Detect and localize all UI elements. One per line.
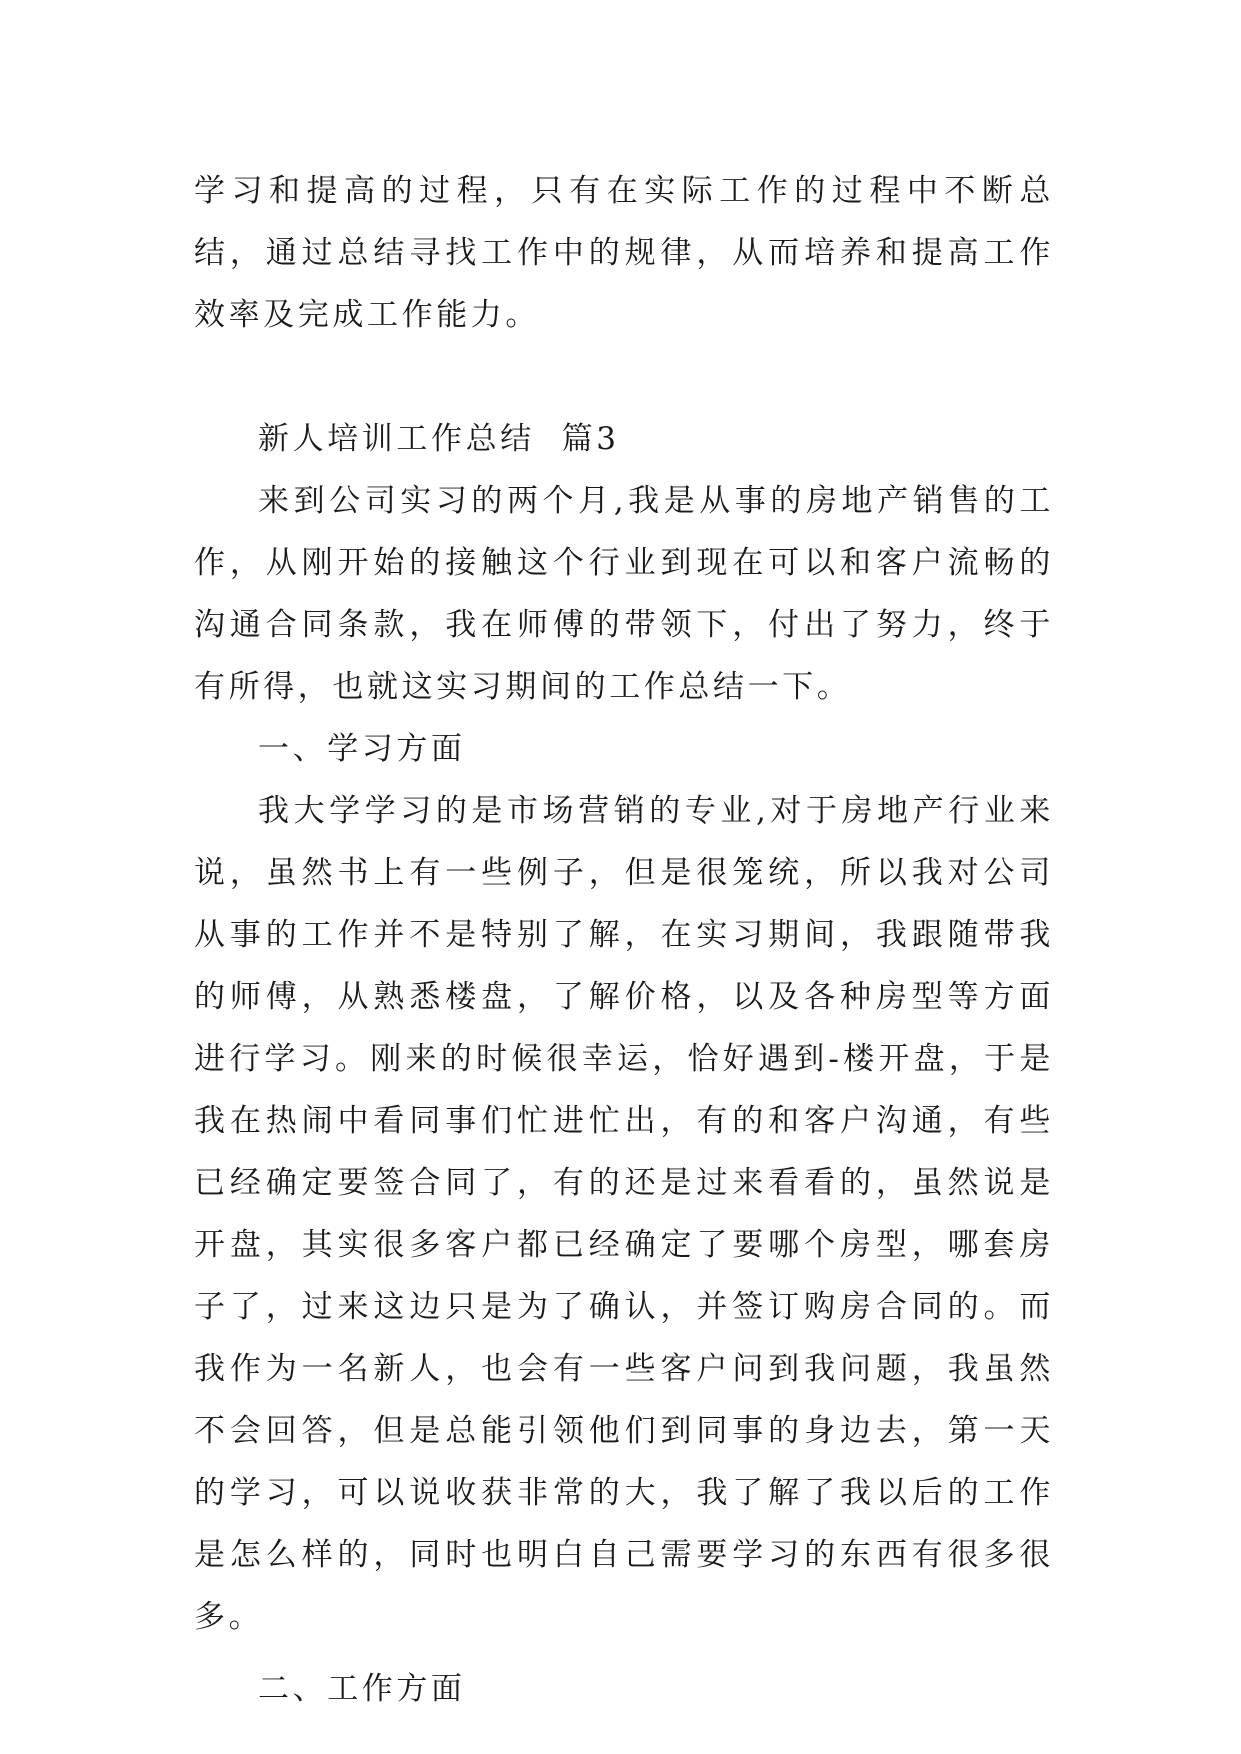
paragraph-2: 我大学学习的是市场营销的专业,对于房地产行业来说，虽然书上有一些例子，但是很笼统，所以我对公司从事的工作并不是特别了解，在实习期间，我跟随带我的师傅，从熟悉楼盘，了解价格，以及各种房型等方面进行学习。刚来的时候很幸运，恰好遇到-楼开盘，于是我在热闹中看同事们忙进忙出，有的和客户沟通，有些已经确定要签合同了，有的还是过来看看的，虽然说是开盘，其实很多客户都已经确定了要哪个房型，哪套房子了，过来这边只是为了确认，并签订购房合同的。而我作为一名新人，也会有一些客户问到我问题，我虽然不会回答，但是总能引领他们到同事的身边去，第一天的学习，可以说收获非常的大，我了解了我以后的工作是怎么样的，同时也明白自己需要学习的东西有很多很多。 bbox=[194, 793, 1054, 1635]
paragraph-gap bbox=[194, 346, 1054, 408]
section-title: 新人培训工作总结 篇3 bbox=[258, 421, 620, 457]
heading-study: 一、学习方面 bbox=[258, 731, 466, 767]
document-body bbox=[194, 160, 1054, 1720]
paragraph-intro-end: 学习和提高的过程，只有在实际工作的过程中不断总结，通过总结寻找工作中的规律，从而培养和提高工作效率及完成工作能力。 bbox=[194, 173, 1054, 333]
paragraph-1: 来到公司实习的两个月,我是从事的房地产销售的工作，从刚开始的接触这个行业到现在可以和客户流畅的沟通合同条款，我在师傅的带领下，付出了努力，终于有所得，也就这实习期间的工作总结一下。 bbox=[194, 483, 1054, 705]
heading-work: 二、工作方面 bbox=[258, 1671, 466, 1707]
